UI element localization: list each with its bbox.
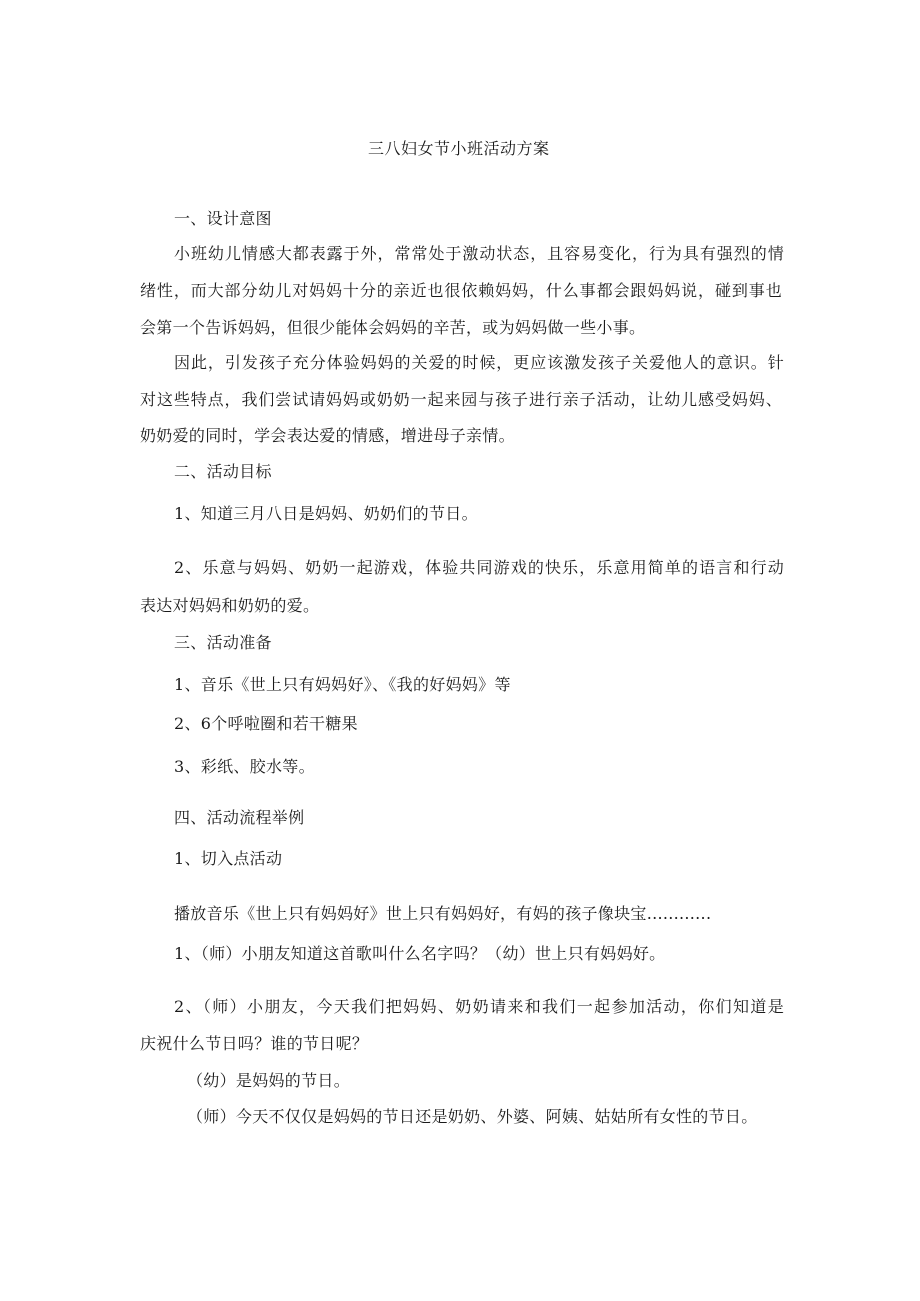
music-line: 播放音乐《世上只有妈妈好》世上只有妈妈好，有妈的孩子像块宝............ [174,904,712,923]
goal-item: 2、乐意与妈妈、奶奶一起游戏，体验共同游戏的快乐，乐意用简单的语言和行动 [174,558,784,577]
section-heading-goals: 二、活动目标 [174,462,272,481]
dialogue-line-continued: 庆祝什么节日吗？谁的节日呢？ [140,1034,369,1053]
dialogue-line: 2、（师）小朋友，今天我们把妈妈、奶奶请来和我们一起参加活动，你们知道是 [174,997,784,1016]
section-heading-design-intent: 一、设计意图 [174,209,272,228]
section-heading-preparation: 三、活动准备 [174,633,272,652]
process-subheading: 1、切入点活动 [174,849,283,868]
dialogue-line: （师）今天不仅仅是妈妈的节日还是奶奶、外婆、阿姨、姑姑所有女性的节日。 [187,1107,758,1126]
goal-item: 1、知道三月八日是妈妈、奶奶们的节日。 [174,504,478,523]
preparation-item: 1、音乐《世上只有妈妈好》、《我的好妈妈》等 [174,675,511,694]
goal-item-continued: 表达对妈妈和奶奶的爱。 [140,596,320,615]
preparation-item: 3、彩纸、胶水等。 [174,757,315,776]
section-heading-process: 四、活动流程举例 [174,808,305,827]
paragraph-line: 对这些特点，我们尝试请妈妈或奶奶一起来园与孩子进行亲子活动，让幼儿感受妈妈、 [140,390,782,409]
preparation-item: 2、6个呼啦圈和若干糖果 [174,714,358,733]
paragraph-line: 奶奶爱的同时，学会表达爱的情感，增进母子亲情。 [140,426,515,445]
dialogue-answer: （幼）是妈妈的节日。 [187,1071,351,1090]
paragraph-line: 小班幼儿情感大都表露于外，常常处于激动状态，且容易变化，行为具有强烈的情 [174,244,784,263]
document-title: 三八妇女节小班活动方案 [368,139,550,158]
paragraph-line: 因此，引发孩子充分体验妈妈的关爱的时候，更应该激发孩子关爱他人的意识。针 [174,353,784,372]
paragraph-line: 绪性，而大部分幼儿对妈妈十分的亲近也很依赖妈妈，什么事都会跟妈妈说，碰到事也 [140,281,782,300]
dialogue-line: 1、（师）小朋友知道这首歌叫什么名字吗？（幼）世上只有妈妈好。 [174,944,666,963]
paragraph-line: 会第一个告诉妈妈，但很少能体会妈妈的辛苦，或为妈妈做一些小事。 [140,318,646,337]
